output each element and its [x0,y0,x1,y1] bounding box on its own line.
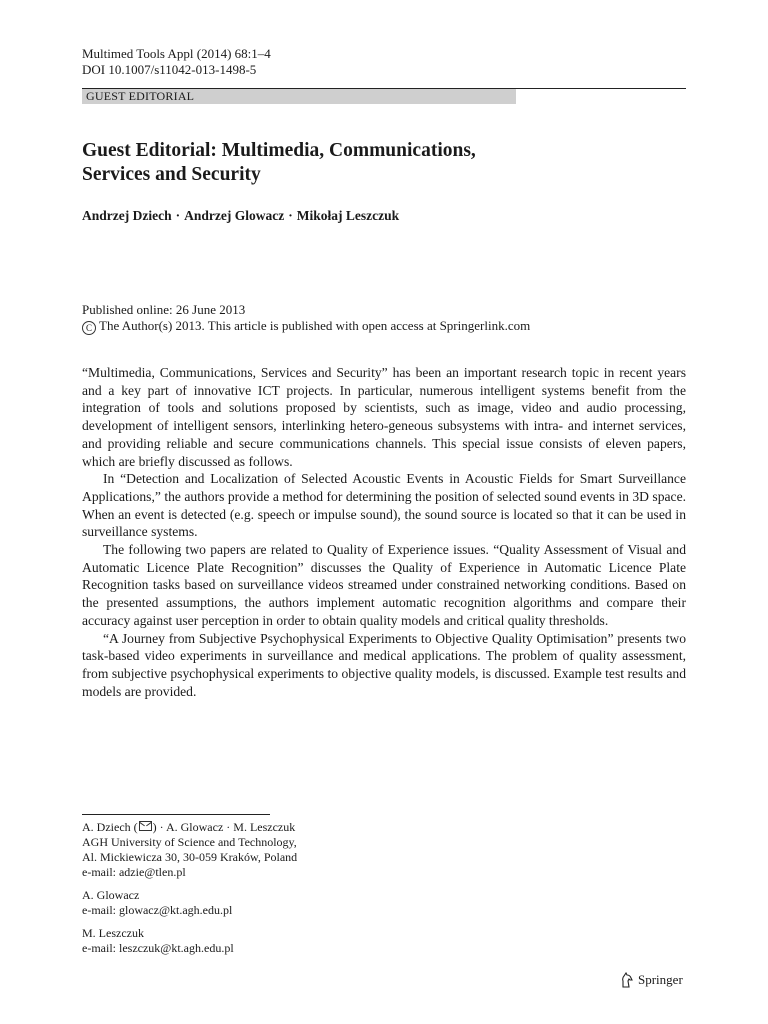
footnote-rule [82,814,270,815]
title-line-1: Guest Editorial: Multimedia, Communications, [82,140,476,161]
footnote-names-end: ) · A. Glowacz · M. Leszczuk [152,820,296,834]
footnote-block-1 [82,820,297,880]
body-paragraph-2: In “Detection and Localization of Selected Acoustic Events in Acoustic Fields for Smart Surveillance Applications,” the authors provide a method for determining the position of selected sound events in 3D space. When an event is detected (e.g. speech or impulse sound), the sound source is located so that it can be used in surveillance systems. [82,471,686,540]
journal-reference [82,46,271,78]
footnote-block-2 [82,888,297,918]
footnote-email[interactable]: e-mail: glowacz@kt.agh.edu.pl [82,903,233,917]
footnote-names-start: A. Dziech ( [82,820,138,834]
section-bar [82,88,686,104]
publication-info [82,302,530,335]
article-body [82,364,686,700]
body-paragraph-1: “Multimedia, Communications, Services and Security” has been an important research topic in recent years and a key part of innovative ICT projects. In particular, numerous intelligent systems benefit from the integration of tools and solutions proposed by scientists, such as image, video and audio processing, development of intelligent sensors, interlinking hetero-geneous subsystems with intra- and internet services, and providing reliable and secure communications channels. This special issue consists of eleven papers, which are briefly discussed as follows. [82,365,686,469]
footnote-email[interactable]: e-mail: leszczuk@kt.agh.edu.pl [82,941,234,955]
footnote-affiliation: AGH University of Science and Technology, [82,835,297,849]
body-paragraph-3: The following two papers are related to Quality of Experience issues. “Quality Assessment of Visual and Automatic Licence Plate Recognition” discusses the Quality of Experience in Automatic Licence Plate Recognition tasks based on surveillance videos streamed under constrained networking conditions. Based on the presented assumptions, the authors implement automatic recognition algorithms and compare their accuracy against user perception in order to obtain quality models and critical quality thresholds. [82,542,686,628]
copyright-icon: C [82,321,96,335]
footnote-block-3 [82,926,297,956]
section-label: GUEST EDITORIAL [86,89,195,103]
footnote-name: M. Leszczuk [82,926,144,940]
body-paragraph-4: “A Journey from Subjective Psychophysical Experiments to Objective Quality Optimisation” presents two task-based video experiments in surveillance and medical applications. The problem of quality assessment, from subjective psychophysical experiments to objective quality models, is discussed. Example test results and models are provided. [82,630,686,699]
publisher-name: Springer [638,972,683,987]
author-name: Andrzej Dziech [82,208,172,223]
envelope-icon [139,821,152,831]
footnote-name: A. Glowacz [82,888,140,902]
footnote-email[interactable]: e-mail: adzie@tlen.pl [82,865,186,879]
author-name: Andrzej Glowacz [184,208,285,223]
copyright-line [82,318,530,335]
author-separator: · [175,208,181,223]
journal-citation: Multimed Tools Appl (2014) 68:1–4 [82,46,271,61]
author-footnotes [82,820,297,964]
publisher-logo [620,972,683,988]
footnote-address: Al. Mickiewicza 30, 30-059 Kraków, Poland [82,850,298,864]
article-title [82,139,642,187]
published-date: Published online: 26 June 2013 [82,302,246,317]
author-separator: · [288,208,293,223]
copyright-text: The Author(s) 2013. This article is published with open access at Springerlink.com [99,318,531,333]
doi-line: DOI 10.1007/s11042-013-1498-5 [82,62,257,77]
springer-horse-icon [620,972,634,988]
author-name: Mikołaj Leszczuk [296,208,400,223]
footnote-names [82,820,297,835]
title-line-2: Services and Security [82,164,261,185]
author-list [82,208,399,224]
